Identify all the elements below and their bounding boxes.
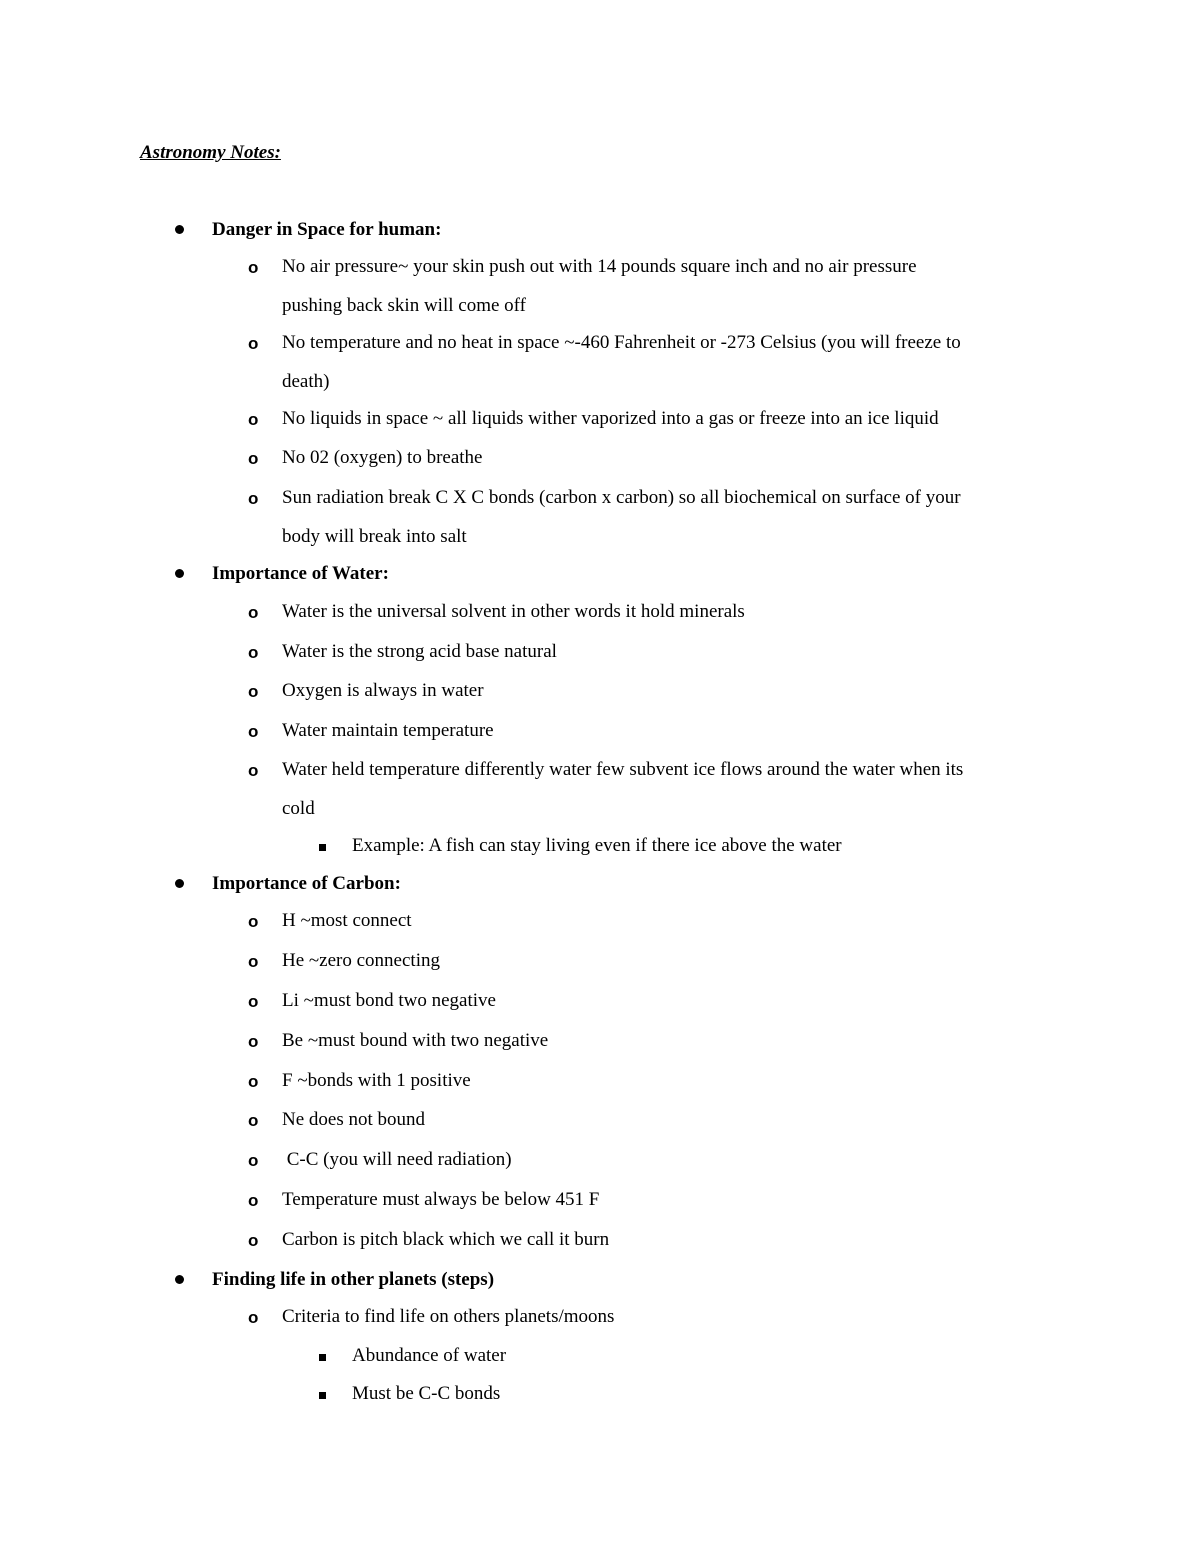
list-item-continuation: death) — [282, 371, 330, 392]
list-item: No air pressure~ your skin push out with 14 pounds square inch and no air pressure — [282, 256, 917, 277]
list-marker-icon: o — [248, 643, 259, 662]
list-item-continuation: pushing back skin will come off — [282, 295, 526, 316]
list-item: Water is the strong acid base natural — [282, 641, 557, 662]
list-marker-icon: o — [248, 489, 259, 508]
sub-list-item: Must be C-C bonds — [352, 1383, 501, 1404]
square-bullet-icon — [319, 1354, 326, 1361]
list-item: Criteria to find life on others planets/moons — [282, 1306, 615, 1327]
list-marker-icon: o — [248, 410, 259, 429]
bullet-icon — [175, 879, 184, 888]
list-marker-icon: o — [248, 1308, 259, 1327]
list-item: He ~zero connecting — [282, 950, 440, 971]
list-marker-icon: o — [248, 334, 259, 353]
page-title: Astronomy Notes: — [140, 142, 281, 163]
list-item: F ~bonds with 1 positive — [282, 1070, 471, 1091]
list-item: Temperature must always be below 451 F — [282, 1189, 600, 1210]
sub-list-item: Abundance of water — [352, 1345, 507, 1366]
list-item: C-C (you will need radiation) — [282, 1149, 512, 1170]
list-marker-icon: o — [248, 1032, 259, 1051]
section-heading: Importance of Water: — [212, 563, 389, 584]
list-item: No liquids in space ~ all liquids wither vaporized into a gas or freeze into an ice liquid — [282, 408, 939, 429]
list-item: Water held temperature differently water few subvent ice flows around the water when its — [282, 759, 964, 780]
bullet-icon — [175, 225, 184, 234]
list-marker-icon: o — [248, 603, 259, 622]
list-item: Oxygen is always in water — [282, 680, 484, 701]
list-item: Carbon is pitch black which we call it burn — [282, 1229, 610, 1250]
list-marker-icon: o — [248, 952, 259, 971]
list-marker-icon: o — [248, 761, 259, 780]
square-bullet-icon — [319, 844, 326, 851]
list-item: Be ~must bound with two negative — [282, 1030, 549, 1051]
list-item: Water is the universal solvent in other words it hold minerals — [282, 601, 745, 622]
sub-list-item: Example: A fish can stay living even if there ice above the water — [352, 835, 842, 856]
list-marker-icon: o — [248, 449, 259, 468]
list-marker-icon: o — [248, 992, 259, 1011]
section-heading: Importance of Carbon: — [212, 873, 401, 894]
list-item-continuation: body will break into salt — [282, 526, 467, 547]
list-marker-icon: o — [248, 258, 259, 277]
list-item-continuation: cold — [282, 798, 315, 819]
list-item: Sun radiation break C X C bonds (carbon x carbon) so all biochemical on surface of your — [282, 487, 961, 508]
list-item: No temperature and no heat in space ~-460 Fahrenheit or -273 Celsius (you will freeze to — [282, 332, 961, 353]
list-marker-icon: o — [248, 722, 259, 741]
list-item: No 02 (oxygen) to breathe — [282, 447, 483, 468]
list-item: Ne does not bound — [282, 1109, 426, 1130]
section-heading: Danger in Space for human: — [212, 219, 442, 240]
list-marker-icon: o — [248, 682, 259, 701]
list-item: H ~most connect — [282, 910, 412, 931]
list-marker-icon: o — [248, 1231, 259, 1250]
list-marker-icon: o — [248, 1191, 259, 1210]
bullet-icon — [175, 1275, 184, 1284]
list-item: Water maintain temperature — [282, 720, 494, 741]
list-marker-icon: o — [248, 1111, 259, 1130]
list-marker-icon: o — [248, 912, 259, 931]
section-heading: Finding life in other planets (steps) — [212, 1269, 495, 1290]
list-marker-icon: o — [248, 1151, 259, 1170]
list-item: Li ~must bond two negative — [282, 990, 496, 1011]
square-bullet-icon — [319, 1392, 326, 1399]
bullet-icon — [175, 569, 184, 578]
list-marker-icon: o — [248, 1072, 259, 1091]
